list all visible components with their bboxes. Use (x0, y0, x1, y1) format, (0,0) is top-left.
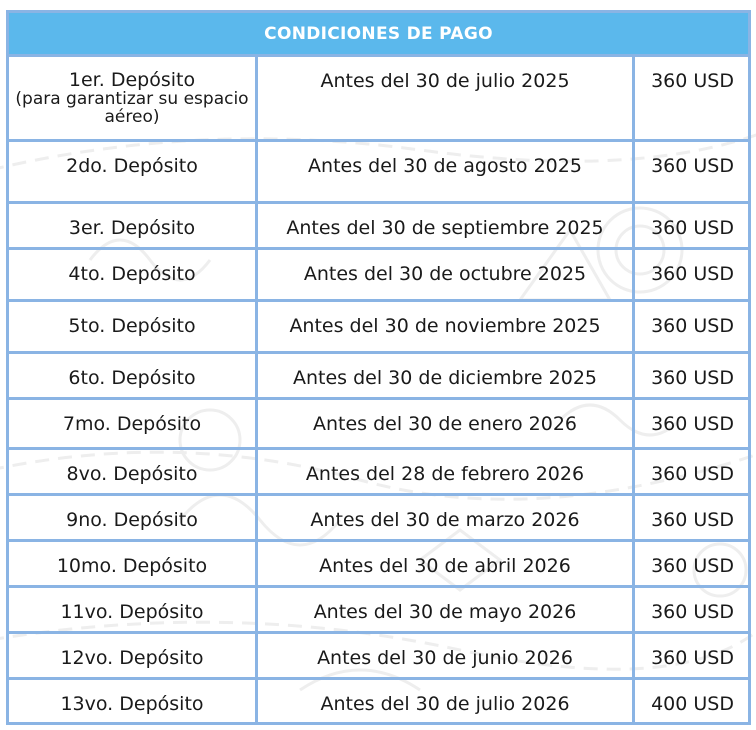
amount-text: 360 USD (651, 155, 734, 177)
deposit-cell (8, 679, 257, 724)
table-row (8, 495, 750, 541)
amount-text: 360 USD (651, 315, 734, 337)
deposit-cell (8, 249, 257, 301)
amount-text: 360 USD (651, 367, 734, 389)
deadline-text: Antes del 30 de enero 2026 (312, 413, 578, 435)
amount-text: 360 USD (651, 647, 734, 669)
amount-cell (634, 495, 750, 541)
table-row (8, 301, 750, 353)
deadline-cell (257, 679, 634, 724)
deposit-cell (8, 449, 257, 495)
deadline-cell (257, 399, 634, 449)
deposit-cell (8, 141, 257, 203)
deposit-cell (8, 541, 257, 587)
deposit-cell (8, 495, 257, 541)
deposit-cell (8, 56, 257, 141)
amount-cell (634, 541, 750, 587)
deposit-label: 2do. Depósito (66, 155, 198, 177)
amount-cell (634, 633, 750, 679)
amount-cell (634, 301, 750, 353)
table-row (8, 449, 750, 495)
deposit-label: 8vo. Depósito (66, 463, 198, 485)
table-row (8, 679, 750, 724)
table-row (8, 399, 750, 449)
deadline-text: Antes del 30 de julio 2025 (320, 70, 570, 92)
deposit-label: 6to. Depósito (68, 367, 196, 389)
deadline-text: Antes del 30 de septiembre 2025 (286, 217, 604, 239)
amount-text: 360 USD (651, 413, 734, 435)
amount-cell (634, 679, 750, 724)
deadline-cell (257, 541, 634, 587)
amount-cell (634, 56, 750, 141)
table-header-row (8, 12, 750, 56)
deposit-label: 9no. Depósito (66, 509, 198, 531)
payment-schedule-table (6, 10, 751, 725)
deadline-cell (257, 587, 634, 633)
deadline-cell (257, 56, 634, 141)
table-row (8, 56, 750, 141)
table-row (8, 249, 750, 301)
deadline-cell (257, 249, 634, 301)
table-row (8, 541, 750, 587)
amount-cell (634, 203, 750, 249)
deposit-label: 11vo. Depósito (60, 601, 204, 623)
deadline-text: Antes del 30 de julio 2026 (320, 693, 570, 715)
deadline-text: Antes del 30 de octubre 2025 (303, 263, 587, 285)
deadline-cell (257, 353, 634, 399)
deposit-label: 7mo. Depósito (62, 413, 202, 435)
deadline-cell (257, 495, 634, 541)
amount-text: 360 USD (651, 70, 734, 92)
deposit-label: 13vo. Depósito (60, 693, 204, 715)
deadline-text: Antes del 30 de noviembre 2025 (289, 315, 601, 337)
deposit-cell (8, 399, 257, 449)
amount-cell (634, 249, 750, 301)
amount-text: 360 USD (651, 555, 734, 577)
table-row (8, 353, 750, 399)
table-row (8, 203, 750, 249)
table-row (8, 587, 750, 633)
deadline-text: Antes del 30 de marzo 2026 (310, 509, 580, 531)
amount-cell (634, 353, 750, 399)
amount-text: 400 USD (651, 693, 734, 715)
amount-text: 360 USD (651, 509, 734, 531)
deadline-cell (257, 449, 634, 495)
deposit-label: 1er. Depósito (68, 69, 196, 91)
deposit-label: 5to. Depósito (68, 315, 196, 337)
deadline-cell (257, 203, 634, 249)
deposit-label: 4to. Depósito (68, 263, 196, 285)
amount-text: 360 USD (651, 601, 734, 623)
amount-cell (634, 587, 750, 633)
deadline-text: Antes del 30 de junio 2026 (317, 647, 573, 669)
deadline-cell (257, 301, 634, 353)
amount-cell (634, 141, 750, 203)
amount-cell (634, 449, 750, 495)
table-title: CONDICIONES DE PAGO (8, 12, 750, 56)
deposit-cell (8, 301, 257, 353)
amount-text: 360 USD (651, 263, 734, 285)
deadline-text: Antes del 30 de agosto 2025 (308, 155, 582, 177)
deadline-text: Antes del 28 de febrero 2026 (305, 463, 585, 485)
deadline-text: Antes del 30 de mayo 2026 (313, 601, 577, 623)
deadline-text: Antes del 30 de abril 2026 (319, 555, 571, 577)
deposit-cell (8, 587, 257, 633)
deposit-label: 3er. Depósito (68, 217, 196, 239)
deadline-text: Antes del 30 de diciembre 2025 (293, 367, 597, 389)
deposit-cell (8, 203, 257, 249)
deposit-label: 10mo. Depósito (56, 555, 208, 577)
deposit-cell (8, 633, 257, 679)
amount-cell (634, 399, 750, 449)
amount-text: 360 USD (651, 463, 734, 485)
table-row (8, 633, 750, 679)
amount-text: 360 USD (651, 217, 734, 239)
table-row (8, 141, 750, 203)
deposit-label: 12vo. Depósito (60, 647, 204, 669)
deadline-cell (257, 633, 634, 679)
deadline-cell (257, 141, 634, 203)
deposit-cell (8, 353, 257, 399)
deposit-note: (para garantizar su espacio aéreo) (15, 89, 249, 127)
